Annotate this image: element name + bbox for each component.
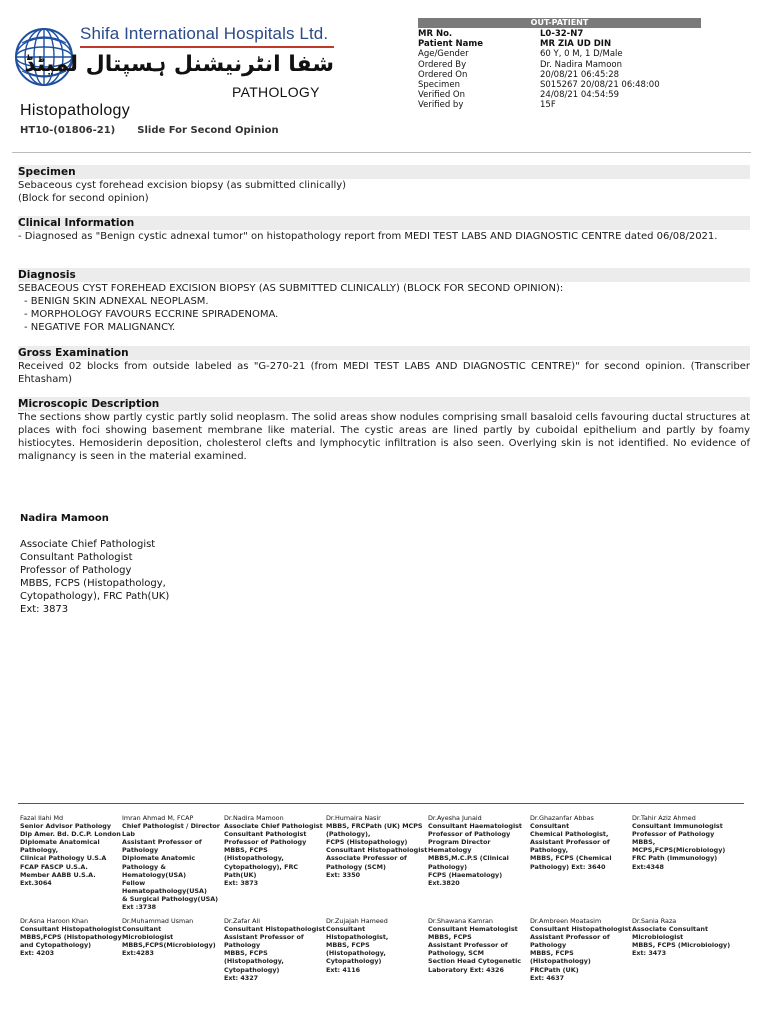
staff-credential: Consultant [530, 822, 570, 831]
patient-info-label: Age/Gender [418, 49, 469, 60]
signatory-line: Professor of Pathology [20, 565, 132, 576]
staff-credential: Member AABB U.S.A. [20, 870, 96, 879]
signatory-details [20, 538, 220, 616]
staff-credential: FCAP FASCP U.S.A. [20, 862, 88, 871]
staff-entry [224, 814, 324, 887]
signatory-line: Associate Chief Pathologist [20, 539, 156, 550]
staff-credential: Consultant Immunologist [632, 822, 723, 831]
staff-credential: Pathology) [428, 862, 468, 871]
staff-credential: Consultant Haematologist [428, 822, 522, 831]
gross-text: Received 02 blocks from outside labeled as "G-270-21 (from MEDI TEST LABS AND DIAGNOSTIC CENTRE)" for second opinion. (Transcriber Ehtasham) [18, 361, 750, 385]
patient-info-value: 24/08/21 04:54:59 [540, 90, 620, 101]
staff-credential: Clinical Pathology U.S.A [20, 854, 107, 863]
staff-name: Dr.Sania Raza [632, 917, 677, 925]
hospital-name-underline [80, 46, 334, 48]
staff-entry [326, 814, 426, 879]
staff-credential: Professor of Pathology [224, 838, 307, 847]
staff-credential: FCPS (Haematology) [428, 870, 503, 879]
hospital-name-urdu: شفا انٹرنیشنل ہسپتال لمیٹڈ [24, 52, 334, 77]
staff-credential: Pathology [122, 846, 159, 855]
patient-info-label: Specimen [418, 80, 460, 91]
staff-entry [122, 814, 222, 911]
patient-info-row [418, 39, 660, 49]
staff-credential: Lab [122, 830, 135, 839]
staff-entry [530, 917, 630, 982]
staff-credential: Program Director [428, 838, 491, 847]
staff-credential: Consultant Hematologist [428, 925, 518, 934]
staff-credential: Ext :3738 [122, 903, 157, 912]
clinical-section [18, 216, 750, 243]
staff-credential: Histopathologist, [326, 933, 389, 942]
staff-credential: Professor of Pathology [632, 830, 715, 839]
staff-credential: Consultant Pathologist [224, 830, 307, 839]
patient-info-value: L0-32-N7 [540, 29, 584, 39]
patient-info-label: Verified On [418, 90, 465, 101]
staff-entry [428, 917, 528, 974]
staff-credential: Ext: 4203 [20, 949, 55, 958]
signatory-line: Ext: 3873 [20, 604, 69, 615]
staff-credential: Path(UK) [224, 870, 257, 879]
staff-credential: Consultant Histopathologist [224, 925, 326, 934]
staff-credential: MBBS, FCPS [428, 933, 472, 942]
signatory-name: Nadira Mamoon [20, 513, 109, 524]
patient-info-label: MR No. [418, 29, 453, 39]
staff-credential: (Histopathology, [224, 957, 284, 966]
patient-info-value: S015267 20/08/21 06:48:00 [540, 80, 660, 91]
staff-name: Dr.Ghazanfar Abbas [530, 814, 594, 822]
microscopic-text: The sections show partly cystic partly solid neoplasm. The solid areas show nodules comprising small basaloid cells favouring ductal structures at places with foci showing basement membrane like material. The cystic areas are lined partly by cuboidal epithelium and partly by foamy histiocytes. Hemosiderin deposition, cholesterol clefts and lymphocytic infiltration is also seen. Overlying skin is not identified. No evidence of malignancy is seen in the material examined. [18, 412, 750, 462]
staff-credential: MBBS, FCPS [530, 949, 574, 958]
staff-name: Imran Ahmad M, FCAP [122, 814, 194, 822]
staff-entry [326, 917, 426, 974]
diagnosis-point: - BENIGN SKIN ADNEXAL NEOPLASM. [24, 296, 209, 307]
staff-credential: Ext:4283 [122, 949, 154, 958]
staff-name: Dr.Ayesha Junaid [428, 814, 482, 822]
staff-credential: Ext: 3473 [632, 949, 667, 958]
diagnosis-lead: SEBACEOUS CYST FOREHEAD EXCISION BIOPSY (AS SUBMITTED CLINICALLY) (BLOCK FOR SECOND OPINION): [18, 283, 564, 294]
staff-credential: MBBS,FCPS(Microbiology) [122, 941, 216, 950]
department-name: PATHOLOGY [232, 84, 320, 100]
patient-info-label: Ordered By [418, 59, 467, 70]
patient-info-value: 20/08/21 06:45:28 [540, 69, 620, 80]
staff-credential: Pathology, SCM [428, 949, 484, 958]
staff-entry [122, 917, 222, 957]
staff-credential: Assistant Professor of [530, 933, 610, 942]
patient-info-row [418, 80, 660, 90]
patient-type-banner: OUT-PATIENT [418, 18, 701, 28]
staff-credential: MBBS, [632, 838, 656, 847]
staff-credential: Pathology & [122, 862, 166, 871]
staff-credential: MBBS, FRCPath (UK) MCPS [326, 822, 423, 831]
staff-credential: Cytopathology) [326, 957, 382, 966]
staff-credential: Pathology, [530, 846, 569, 855]
staff-entry [632, 917, 732, 957]
staff-credential: Consultant [122, 925, 162, 934]
staff-credential: Assistant Professor of [224, 933, 304, 942]
section-heading: Gross Examination [18, 346, 750, 360]
staff-credential: Pathology (SCM) [326, 862, 386, 871]
case-note: Slide For Second Opinion [137, 125, 279, 136]
staff-credential: Assistant Professor of [428, 941, 508, 950]
patient-info-row [418, 49, 660, 59]
staff-credential: Chief Pathologist / Director [122, 822, 220, 831]
footer-divider [18, 803, 744, 804]
staff-name: Dr.Tahir Aziz Ahmed [632, 814, 696, 822]
staff-credential: Pathology) Ext: 3640 [530, 862, 606, 871]
staff-credential: Cytopathology), FRC [224, 862, 299, 871]
staff-credential: FRC Path (Immunology) [632, 854, 718, 863]
diagnosis-point: - MORPHOLOGY FAVOURS ECCRINE SPIRADENOMA. [24, 309, 279, 320]
staff-credential: Dip Amer. Bd. D.C.P. London [20, 830, 121, 839]
staff-credential: Ext: 4327 [224, 973, 259, 982]
patient-info-row [418, 60, 660, 70]
patient-info-table [418, 29, 660, 111]
staff-credential: Ext: 3350 [326, 870, 361, 879]
specimen-line: (Block for second opinion) [18, 193, 149, 204]
specimen-section [18, 165, 750, 205]
staff-credential: Assistant Professor of [530, 838, 610, 847]
specimen-text [18, 179, 750, 205]
staff-entry [20, 814, 120, 887]
signatory-line: Consultant Pathologist [20, 552, 133, 563]
patient-info-label: Patient Name [418, 39, 484, 50]
staff-credential: Ext: 4637 [530, 973, 565, 982]
patient-info-row [418, 70, 660, 80]
staff-credential: MBBS, FCPS (Microbiology) [632, 941, 731, 950]
staff-name: Dr.Muhammad Usman [122, 917, 194, 925]
staff-credential: Microbiologist [632, 933, 684, 942]
patient-info-value: 60 Y, 0 M, 1 D/Male [540, 49, 623, 60]
staff-name: Dr.Ambreen Moatasim [530, 917, 602, 925]
staff-credential: Pathology [530, 941, 567, 950]
staff-entry [224, 917, 324, 982]
staff-credential: Pathology, [20, 846, 59, 855]
diagnosis-text [18, 282, 750, 334]
gross-section [18, 346, 750, 386]
staff-credential: FRCPath (UK) [530, 965, 579, 974]
diagnosis-point: - NEGATIVE FOR MALIGNANCY. [24, 322, 176, 333]
section-heading: Specimen [18, 165, 750, 179]
case-line [20, 125, 301, 136]
staff-credential: (Histopathology) [530, 957, 591, 966]
clinical-text: - Diagnosed as "Benign cystic adnexal tumor" on histopathology report from MEDI TEST LABS AND DIAGNOSTIC CENTRE dated 06/08/2021. [18, 231, 718, 242]
staff-credential: Assistant Professor of [122, 838, 202, 847]
staff-credential: and Cytopathology) [20, 941, 92, 950]
staff-name: Dr.Zafar Ali [224, 917, 261, 925]
staff-credential: FCPS (Histopathology) [326, 838, 408, 847]
staff-name: Dr.Humaira Nasir [326, 814, 381, 822]
staff-credential: Pathology [224, 941, 261, 950]
staff-credential: Associate Chief Pathologist [224, 822, 323, 831]
staff-credential: Associate Consultant [632, 925, 708, 934]
section-heading: Clinical Information [18, 216, 750, 230]
patient-info-label: Ordered On [418, 69, 468, 80]
staff-credential: Consultant Histopathologist [530, 925, 632, 934]
staff-credential: (Histopathology, [326, 949, 386, 958]
staff-name: Dr.Nadira Mamoon [224, 814, 284, 822]
staff-credential: Ext.3064 [20, 878, 52, 887]
patient-info-value: MR ZIA UD DIN [540, 39, 612, 50]
case-number: HT10-(01806-21) [20, 125, 116, 136]
staff-credential: Cytopathology) [224, 965, 280, 974]
staff-name: Dr.Asna Haroon Khan [20, 917, 89, 925]
staff-credential: Ext: 3873 [224, 878, 259, 887]
staff-credential: Hematology [428, 846, 472, 855]
patient-info-label: Verified by [418, 100, 464, 111]
patient-info-row [418, 90, 660, 100]
signatory-line: Cytopathology), FRC Path(UK) [20, 591, 170, 602]
staff-name: Dr.Shawana Kamran [428, 917, 493, 925]
staff-credential: MBBS, FCPS [224, 949, 268, 958]
section-heading: Microscopic Description [18, 397, 750, 411]
staff-credential: MBBS, FCPS [224, 846, 268, 855]
staff-credential: Ext:4348 [632, 862, 664, 871]
staff-credential: & Surgical Pathology(USA) [122, 894, 219, 903]
patient-info-row [418, 29, 660, 39]
staff-credential: Hematology(USA) [122, 870, 186, 879]
staff-entry [20, 917, 120, 957]
staff-credential: Consultant Histopathologist [20, 925, 122, 934]
staff-credential: Ext.3820 [428, 878, 460, 887]
staff-credential: MBBS,M.C.P.S (Clinical [428, 854, 509, 863]
staff-credential: Section Head Cytogenetic [428, 957, 522, 966]
specimen-line: Sebaceous cyst forehead excision biopsy (as submitted clinically) [18, 180, 347, 191]
patient-info-value: 15F [540, 100, 556, 111]
staff-credential: MBBS,FCPS (Histopathology [20, 933, 122, 942]
staff-credential: Ext: 4116 [326, 965, 361, 974]
staff-credential: Laboratory Ext: 4326 [428, 965, 504, 974]
signatory-line: MBBS, FCPS (Histopathology, [20, 578, 166, 589]
staff-credential: (Histopathology, [224, 854, 284, 863]
staff-credential: Professor of Pathology [428, 830, 511, 839]
document-title: Histopathology [20, 102, 131, 119]
staff-credential: MBBS, FCPS (Chemical [530, 854, 612, 863]
staff-credential: (Pathology), [326, 830, 371, 839]
staff-credential: Diplomate Anatomic [122, 854, 196, 863]
staff-entry [530, 814, 630, 871]
staff-credential: Fellow [122, 878, 146, 887]
staff-credential: Senior Advisor Pathology [20, 822, 112, 831]
staff-name: Dr.Zujajah Hameed [326, 917, 388, 925]
staff-credential: Diplomate Anatomical [20, 838, 100, 847]
hospital-name: Shifa International Hospitals Ltd. [80, 24, 329, 43]
staff-credential: MCPS,FCPS(Microbiology) [632, 846, 726, 855]
staff-credential: Hematopathology(USA) [122, 886, 207, 895]
header-divider [12, 152, 751, 153]
staff-credential: Chemical Pathologist, [530, 830, 609, 839]
patient-info-value: Dr. Nadira Mamoon [540, 59, 623, 70]
staff-credential: Associate Professor of [326, 854, 407, 863]
staff-credential: Consultant [326, 925, 366, 934]
staff-entry [632, 814, 732, 871]
diagnosis-section [18, 268, 750, 334]
staff-credential: Consultant Histopathologist [326, 846, 428, 855]
section-heading: Diagnosis [18, 268, 750, 282]
staff-entry [428, 814, 528, 887]
staff-credential: Microbiologist [122, 933, 174, 942]
staff-name: Fazal Ilahi Md [20, 814, 64, 822]
staff-credential: MBBS, FCPS [326, 941, 370, 950]
patient-info-row [418, 100, 660, 110]
microscopic-section [18, 397, 750, 463]
